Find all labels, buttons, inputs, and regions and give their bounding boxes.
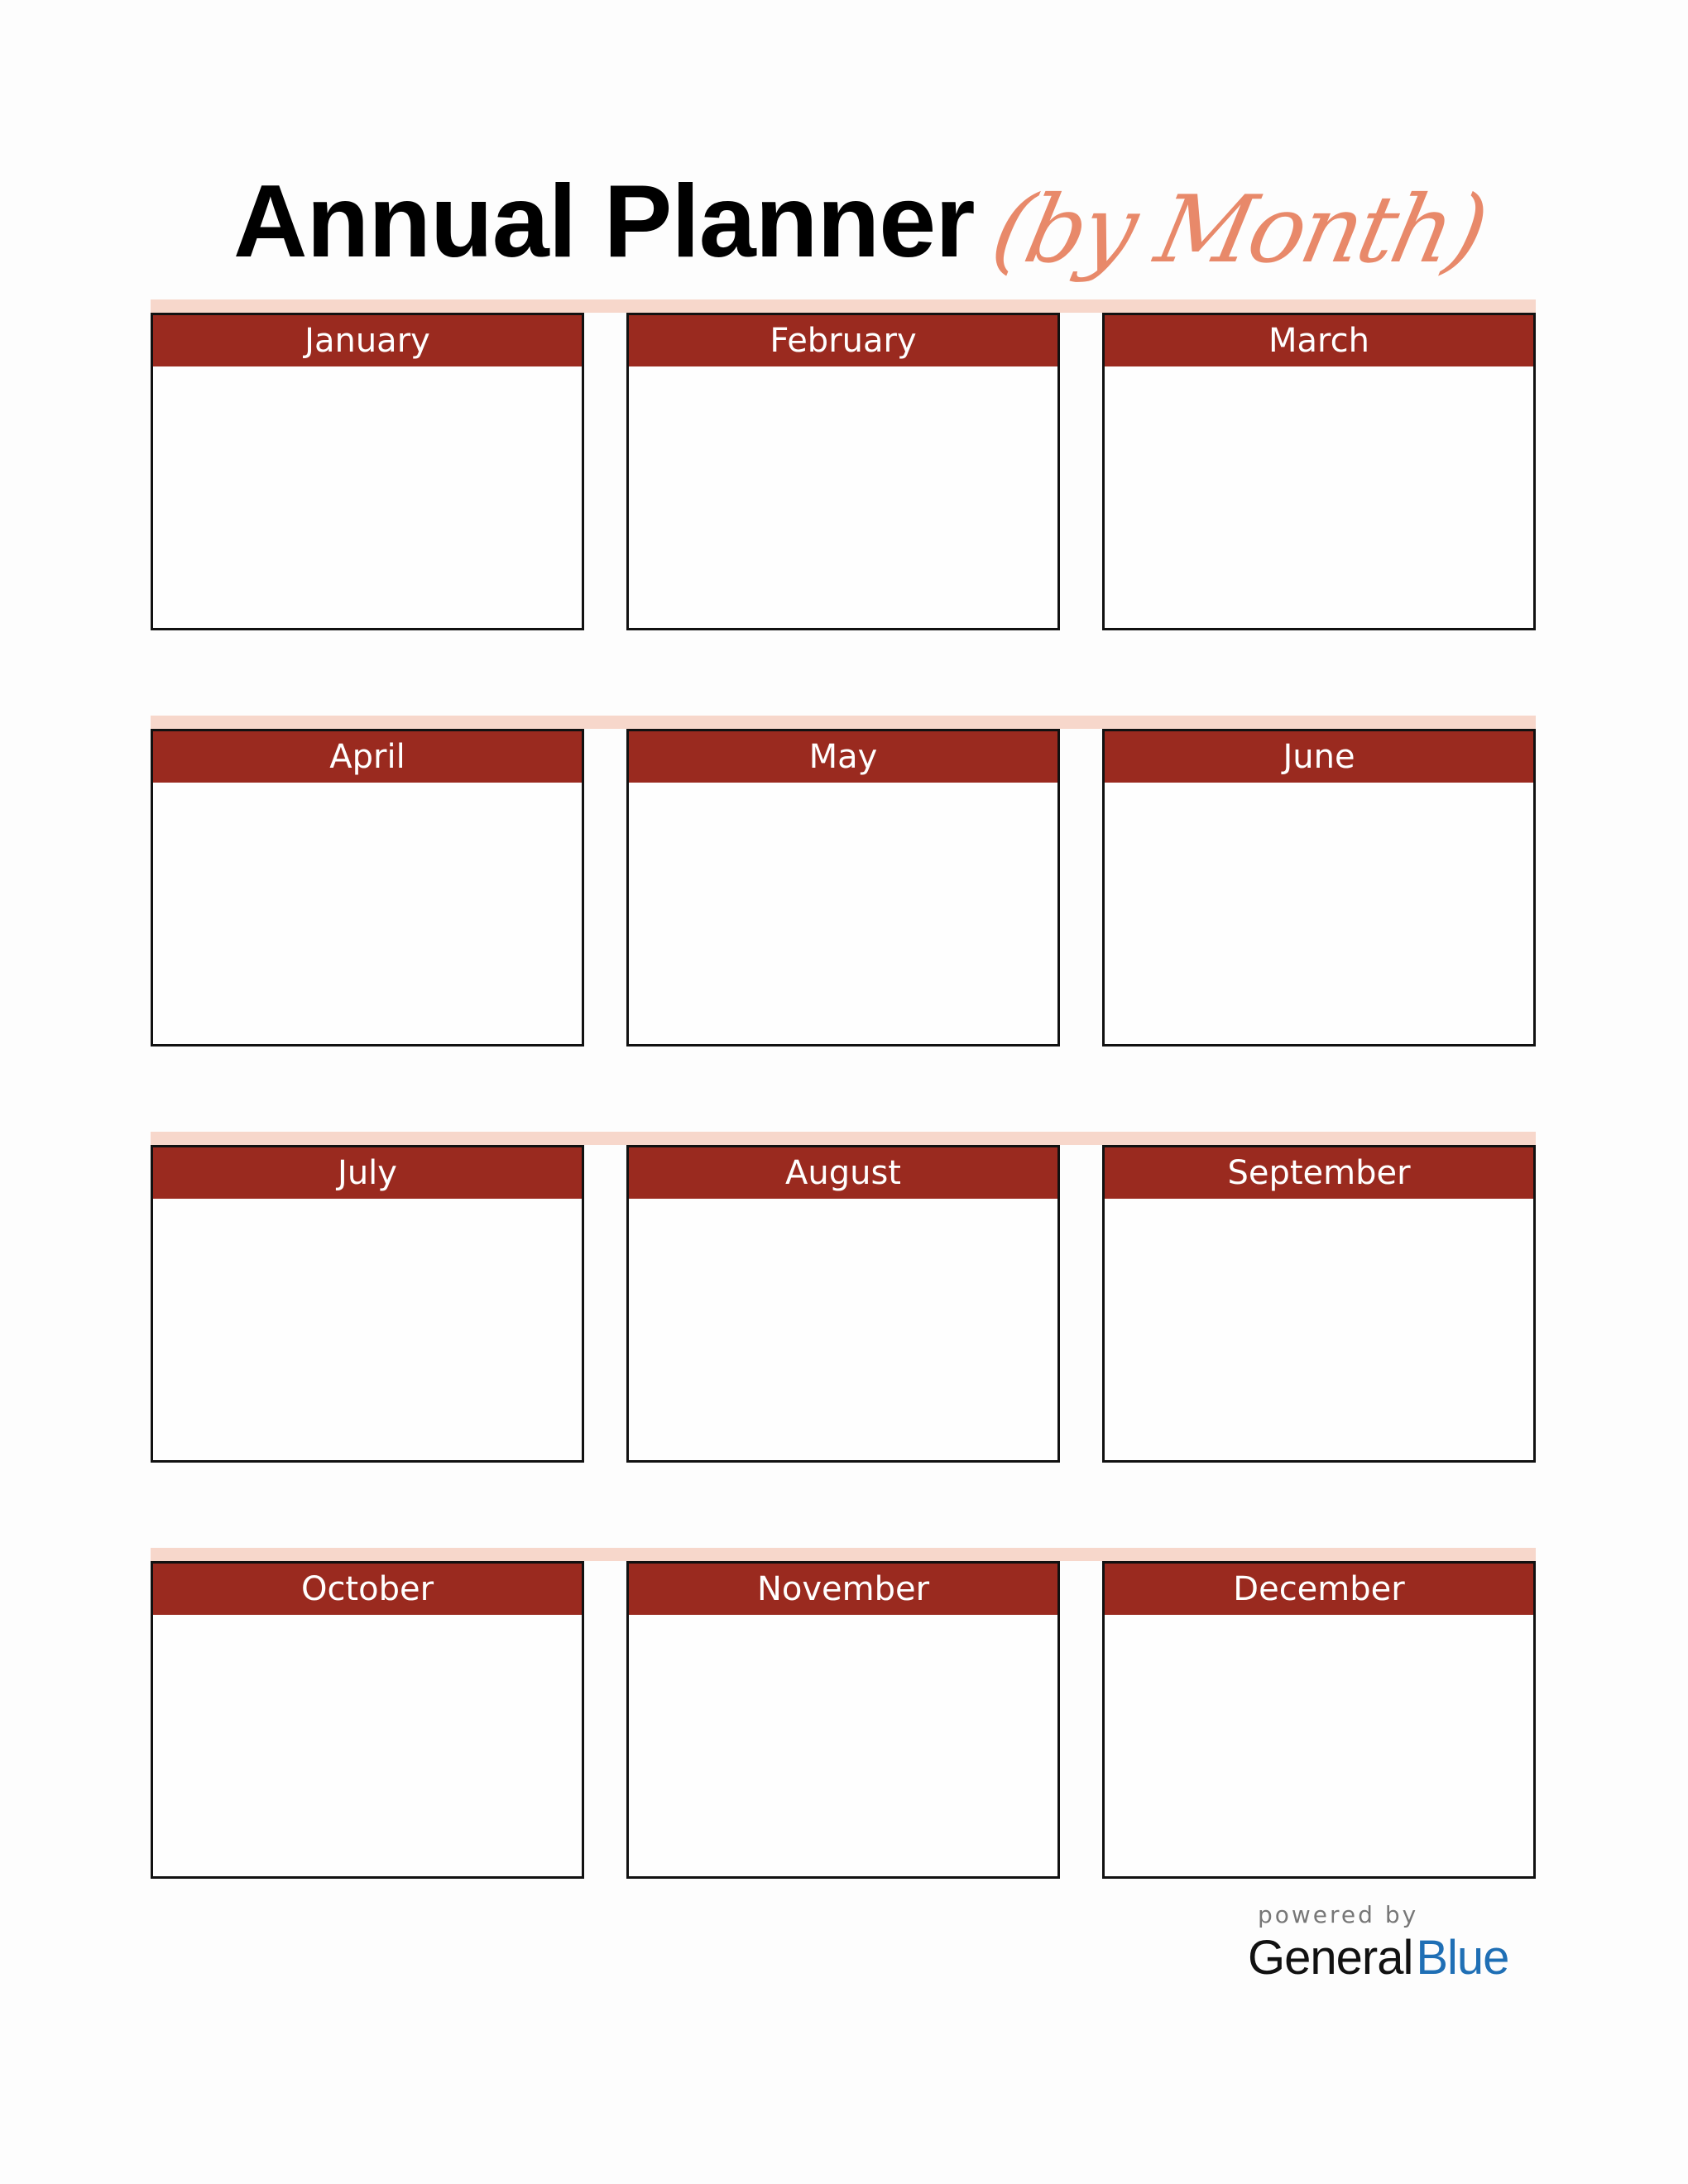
month-box-july[interactable] [151,1145,584,1463]
month-notes-area[interactable] [1105,1615,1533,1876]
month-header: March [1105,315,1533,366]
title-script: (by Month) [983,176,1494,284]
page-title [233,157,1494,284]
title-main: Annual Planner [233,165,975,279]
month-notes-area[interactable] [1105,783,1533,1044]
month-box-october[interactable] [151,1561,584,1879]
month-header: May [629,731,1057,783]
month-notes-area[interactable] [153,366,582,628]
month-header: November [629,1564,1057,1615]
month-header: February [629,315,1057,366]
month-notes-area[interactable] [629,1199,1057,1460]
month-notes-area[interactable] [153,1199,582,1460]
row-accent-strip [151,299,1536,313]
brand-blue: Blue [1416,1931,1509,1985]
brand-general: General [1248,1931,1413,1985]
powered-by-logo[interactable] [1248,1901,1509,1985]
month-header: January [153,315,582,366]
month-notes-area[interactable] [629,783,1057,1044]
row-accent-strip [151,716,1536,729]
month-box-may[interactable] [626,729,1060,1046]
month-header: October [153,1564,582,1615]
month-header: December [1105,1564,1533,1615]
month-header: April [153,731,582,783]
month-notes-area[interactable] [1105,366,1533,628]
month-box-january[interactable] [151,313,584,630]
month-box-february[interactable] [626,313,1060,630]
month-header: September [1105,1147,1533,1199]
month-notes-area[interactable] [1105,1199,1533,1460]
powered-by-label: powered by [1258,1901,1419,1928]
month-box-april[interactable] [151,729,584,1046]
row-accent-strip [151,1132,1536,1145]
month-notes-area[interactable] [153,1615,582,1876]
month-box-december[interactable] [1102,1561,1536,1879]
month-header: August [629,1147,1057,1199]
month-box-november[interactable] [626,1561,1060,1879]
month-box-june[interactable] [1102,729,1536,1046]
month-header: July [153,1147,582,1199]
month-notes-area[interactable] [153,783,582,1044]
month-box-august[interactable] [626,1145,1060,1463]
month-header: June [1105,731,1533,783]
month-box-september[interactable] [1102,1145,1536,1463]
month-notes-area[interactable] [629,1615,1057,1876]
month-notes-area[interactable] [629,366,1057,628]
brand-wordmark [1248,1930,1509,1985]
month-box-march[interactable] [1102,313,1536,630]
row-accent-strip [151,1548,1536,1561]
